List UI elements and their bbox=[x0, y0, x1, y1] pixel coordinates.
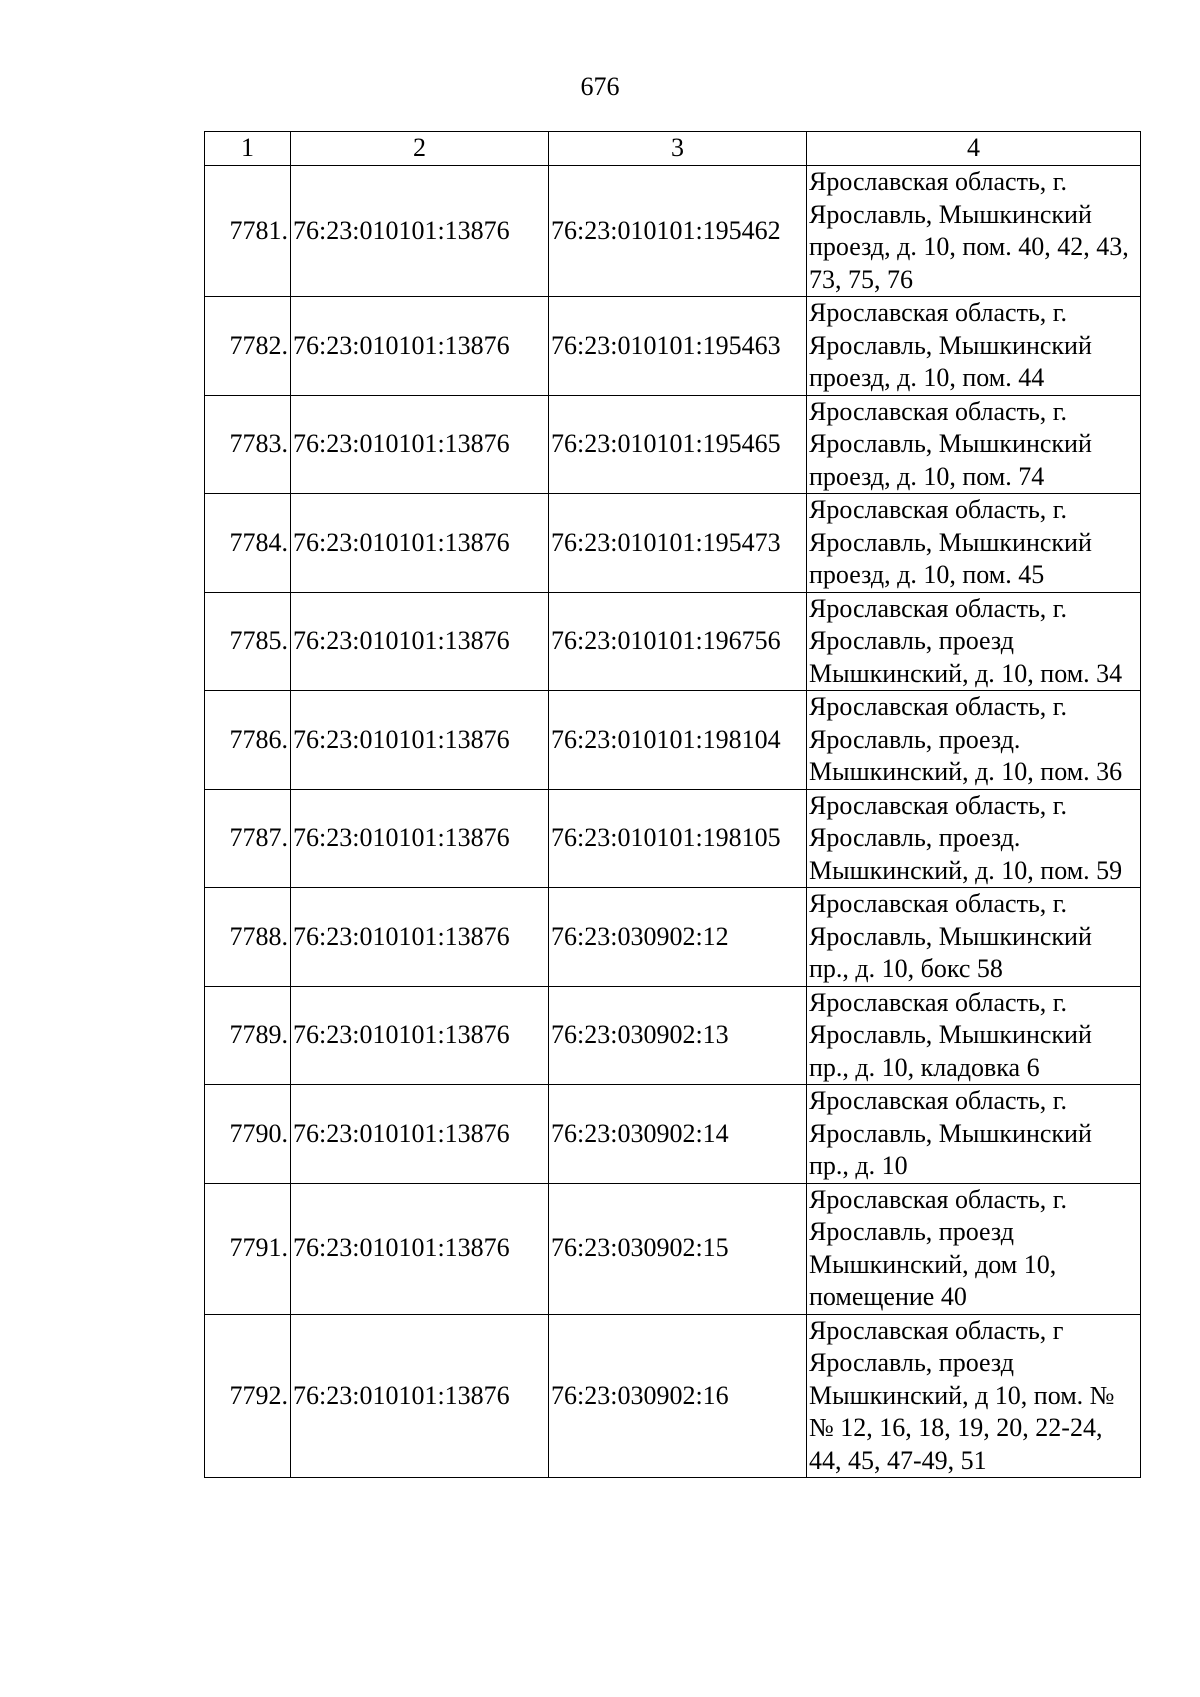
parcel-cadastral-number: 76:23:010101:13876 bbox=[291, 888, 549, 987]
row-number: 7789. bbox=[205, 986, 291, 1085]
row-number: 7784. bbox=[205, 494, 291, 593]
object-cadastral-number: 76:23:030902:13 bbox=[549, 986, 807, 1085]
address-cell: Ярославская область, г. Ярославль, проезд Мышкинский, дом 10, помещение 40 bbox=[807, 1183, 1141, 1314]
object-cadastral-number: 76:23:010101:195462 bbox=[549, 166, 807, 297]
object-cadastral-number: 76:23:030902:15 bbox=[549, 1183, 807, 1314]
object-cadastral-number: 76:23:010101:198105 bbox=[549, 789, 807, 888]
object-cadastral-number: 76:23:010101:198104 bbox=[549, 691, 807, 790]
row-number: 7790. bbox=[205, 1085, 291, 1184]
row-number: 7788. bbox=[205, 888, 291, 987]
row-number: 7783. bbox=[205, 395, 291, 494]
object-cadastral-number: 76:23:030902:12 bbox=[549, 888, 807, 987]
object-cadastral-number: 76:23:030902:14 bbox=[549, 1085, 807, 1184]
object-cadastral-number: 76:23:010101:195463 bbox=[549, 297, 807, 396]
parcel-cadastral-number: 76:23:010101:13876 bbox=[291, 691, 549, 790]
address-cell: Ярославская область, г. Ярославль, проезд. Мышкинский, д. 10, пом. 59 bbox=[807, 789, 1141, 888]
table-row bbox=[205, 297, 1141, 396]
object-cadastral-number: 76:23:010101:195465 bbox=[549, 395, 807, 494]
column-header-1: 1 bbox=[205, 132, 291, 166]
object-cadastral-number: 76:23:010101:196756 bbox=[549, 592, 807, 691]
parcel-cadastral-number: 76:23:010101:13876 bbox=[291, 1314, 549, 1478]
parcel-cadastral-number: 76:23:010101:13876 bbox=[291, 789, 549, 888]
row-number: 7781. bbox=[205, 166, 291, 297]
table-row bbox=[205, 789, 1141, 888]
table-row bbox=[205, 395, 1141, 494]
address-cell: Ярославская область, г. Ярославль, Мышкинский проезд, д. 10, пом. 74 bbox=[807, 395, 1141, 494]
table-row bbox=[205, 986, 1141, 1085]
parcel-cadastral-number: 76:23:010101:13876 bbox=[291, 1085, 549, 1184]
column-header-4: 4 bbox=[807, 132, 1141, 166]
table-row bbox=[205, 1183, 1141, 1314]
registry-table bbox=[204, 131, 1141, 1478]
address-cell: Ярославская область, г. Ярославль, Мышкинский пр., д. 10, кладовка 6 bbox=[807, 986, 1141, 1085]
parcel-cadastral-number: 76:23:010101:13876 bbox=[291, 297, 549, 396]
address-cell: Ярославская область, г. Ярославль, Мышкинский пр., д. 10, бокс 58 bbox=[807, 888, 1141, 987]
table-row bbox=[205, 166, 1141, 297]
object-cadastral-number: 76:23:030902:16 bbox=[549, 1314, 807, 1478]
address-cell: Ярославская область, г. Ярославль, проезд Мышкинский, д. 10, пом. 34 bbox=[807, 592, 1141, 691]
parcel-cadastral-number: 76:23:010101:13876 bbox=[291, 166, 549, 297]
parcel-cadastral-number: 76:23:010101:13876 bbox=[291, 494, 549, 593]
address-cell: Ярославская область, г. Ярославль, Мышкинский проезд, д. 10, пом. 40, 42, 43, 73, 75, 76 bbox=[807, 166, 1141, 297]
address-cell: Ярославская область, г. Ярославль, Мышкинский проезд, д. 10, пом. 44 bbox=[807, 297, 1141, 396]
table-row bbox=[205, 1314, 1141, 1478]
column-header-3: 3 bbox=[549, 132, 807, 166]
object-cadastral-number: 76:23:010101:195473 bbox=[549, 494, 807, 593]
table-row bbox=[205, 592, 1141, 691]
table-row bbox=[205, 691, 1141, 790]
parcel-cadastral-number: 76:23:010101:13876 bbox=[291, 1183, 549, 1314]
column-header-2: 2 bbox=[291, 132, 549, 166]
address-cell: Ярославская область, г. Ярославль, проезд. Мышкинский, д. 10, пом. 36 bbox=[807, 691, 1141, 790]
row-number: 7786. bbox=[205, 691, 291, 790]
row-number: 7782. bbox=[205, 297, 291, 396]
table-row bbox=[205, 888, 1141, 987]
row-number: 7785. bbox=[205, 592, 291, 691]
address-cell: Ярославская область, г. Ярославль, Мышкинский пр., д. 10 bbox=[807, 1085, 1141, 1184]
row-number: 7792. bbox=[205, 1314, 291, 1478]
parcel-cadastral-number: 76:23:010101:13876 bbox=[291, 592, 549, 691]
parcel-cadastral-number: 76:23:010101:13876 bbox=[291, 395, 549, 494]
address-cell: Ярославская область, г. Ярославль, Мышкинский проезд, д. 10, пом. 45 bbox=[807, 494, 1141, 593]
address-cell: Ярославская область, г Ярославль, проезд Мышкинский, д 10, пом. №№ 12, 16, 18, 19, 20, 22-24, 44, 45, 47-49, 51 bbox=[807, 1314, 1141, 1478]
table-header-row bbox=[205, 132, 1141, 166]
page-number: 676 bbox=[580, 72, 620, 101]
parcel-cadastral-number: 76:23:010101:13876 bbox=[291, 986, 549, 1085]
table-row bbox=[205, 1085, 1141, 1184]
row-number: 7791. bbox=[205, 1183, 291, 1314]
table-row bbox=[205, 494, 1141, 593]
row-number: 7787. bbox=[205, 789, 291, 888]
